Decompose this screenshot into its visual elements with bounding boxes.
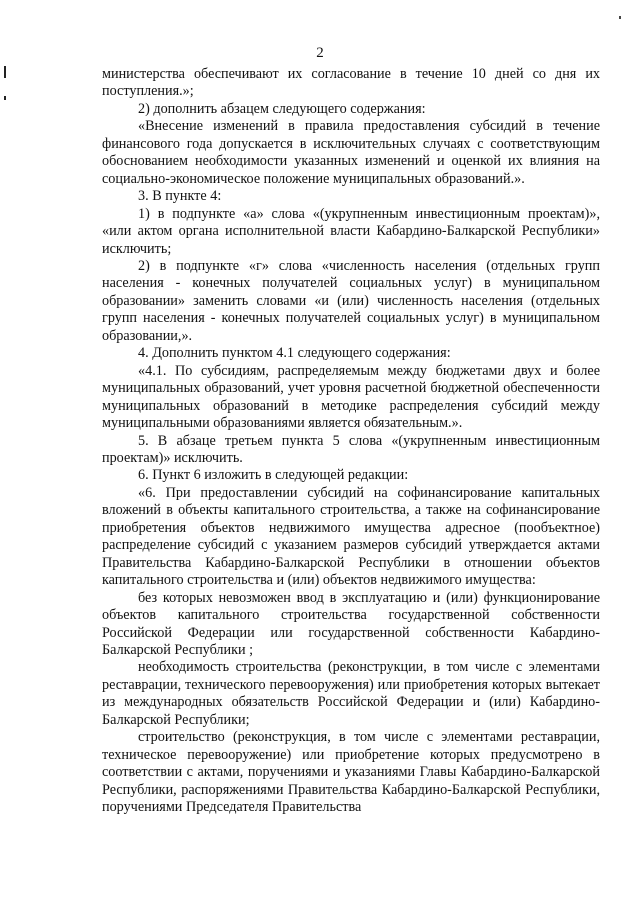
paragraph: без которых невозможен ввод в эксплуатацию и (или) функционирование объектов капитального строительства государственной собственности Российской Федерации или государственной собственности Кабардино-Балкарской Республики ; [102, 589, 600, 658]
paragraph: 5. В абзаце третьем пункта 5 слова «(укрупненным инвестиционным проектам)» исключить. [102, 432, 600, 466]
paragraph: 2) дополнить абзацем следующего содержания: [138, 100, 426, 117]
paragraph: «Внесение изменений в правила предоставления субсидий в течение финансового года допускается в исключительных случаях с соответствующим обоснованием необходимости указанных изменений и оценкой их влияния на социально-экономическое положение муниципальных образований.». [102, 118, 600, 187]
scan-edge-mark [4, 96, 6, 100]
paragraph: министерства обеспечивают их согласование в течение 10 дней со дня их поступления.»; [102, 66, 600, 100]
page-number: 2 [316, 45, 324, 61]
paragraph: 6. Пункт 6 изложить в следующей редакции: [138, 467, 409, 484]
paragraph: 1) в подпункте «а» слова «(укрупненным инвестиционным проектам)», «или актом органа исполнительной власти Кабардино-Балкарской Республики» исключить; [102, 205, 600, 257]
scan-corner-mark [619, 16, 621, 19]
paragraph: необходимость строительства (реконструкции, в том числе с элементами реставрации, технического перевооружения) или приобретения которых вытекает из международных обязательств Российской Федерации и (или) Кабардино-Балкарской Республики; [102, 659, 600, 728]
scan-edge-mark [4, 66, 6, 78]
paragraph: 4. Дополнить пунктом 4.1 следующего содержания: [138, 345, 451, 362]
document-body [102, 66, 600, 816]
paragraph: 2) в подпункте «г» слова «численность населения (отдельных групп населения - конечных получателей социальных услуг) в муниципальном образовании» заменить словами «и (или) численность населения (отдельных групп населения - конечных получателей социальных услуг) в муниципальном образовании,». [102, 257, 600, 344]
paragraph: «4.1. По субсидиям, распределяемым между бюджетами двух и более муниципальных образований, учет уровня расчетной бюджетной обеспеченности муниципальных образований в методике распределения субсидий между муниципальными образованиями является обязательным.». [102, 362, 600, 432]
paragraph: «6. При предоставлении субсидий на софинансирование капитальных вложений в объекты капитального строительства, а также на софинансирование приобретения объектов недвижимого имущества адресное (пообъектное) распределение субсидий с указанием размеров субсидий утверждается актами Правительства Кабардино-Балкарской Республики в отношении объектов капитального строительства и (или) объектов недвижимого имущества: [102, 484, 600, 589]
paragraph: строительство (реконструкция, в том числе с элементами реставрации, техническое перевооружение) или приобретение которых предусмотрено в соответствии с актами, поручениями и указаниями Главы Кабардино-Балкарской Республики, распоряжениями Правительства Кабардино-Балкарской Республики, поручениями Председателя Правительства [102, 729, 600, 816]
paragraph: 3. В пункте 4: [138, 188, 222, 205]
